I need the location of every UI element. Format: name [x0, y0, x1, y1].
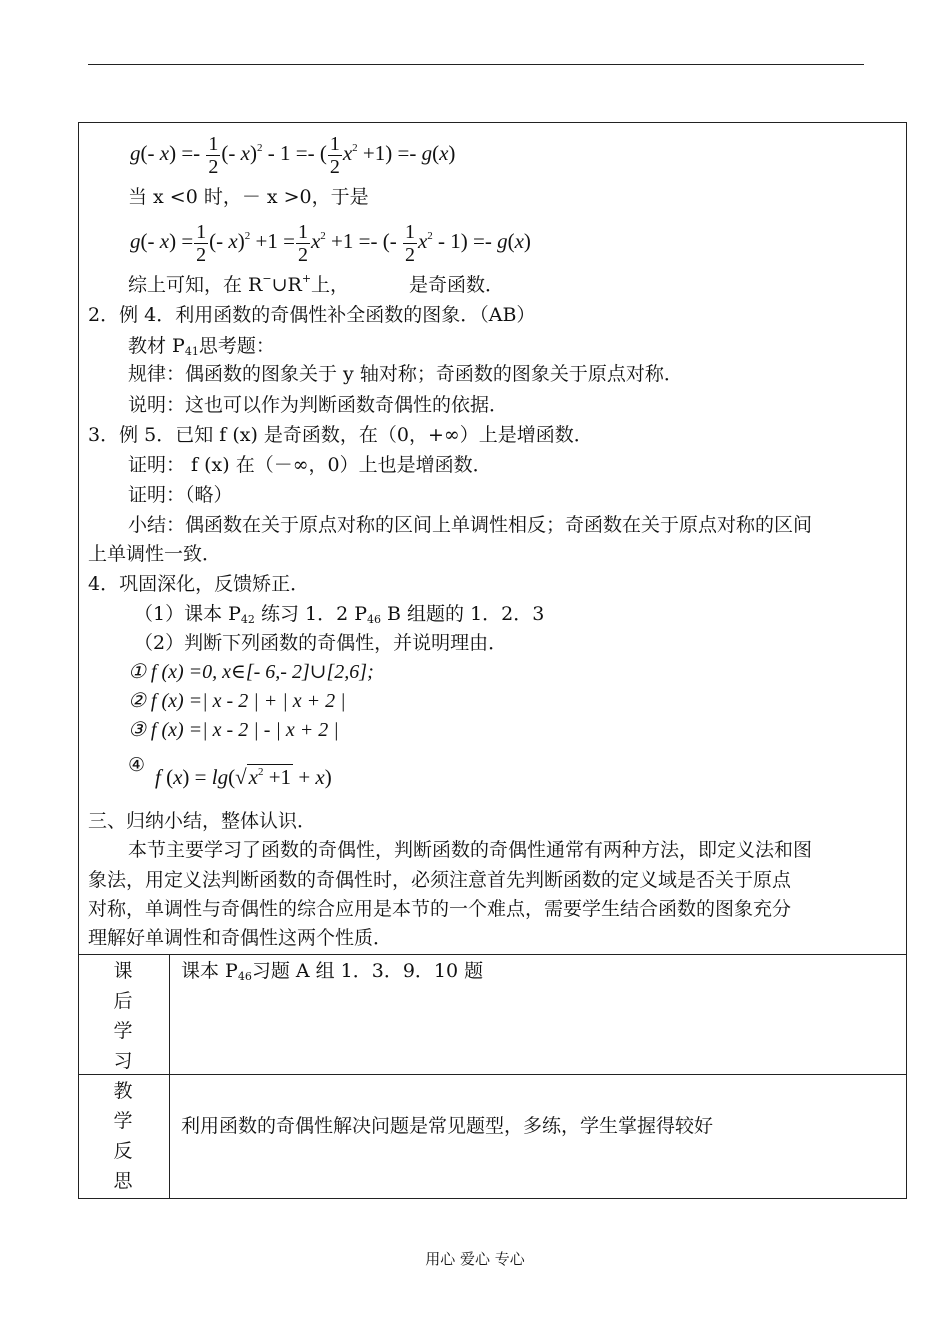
- exercise-1-mid: 练习 1．2 P: [254, 603, 368, 625]
- example-5: 3．例 5．已知 f (x) 是奇函数，在（0，+∞）上是增函数．: [88, 424, 593, 446]
- section-3-heading: 三、归纳小结，整体认识．: [88, 810, 317, 832]
- when-line: 当 x <0 时，－ x >0，于是: [128, 186, 369, 208]
- homework-label-char: 习: [113, 1050, 133, 1072]
- conclusion-1: 小结：偶函数在关于原点对称的区间上单调性相反；奇函数在关于原点对称的区间: [128, 514, 813, 536]
- reflection-label-char: 反: [113, 1140, 133, 1162]
- table-column-divider: [169, 954, 170, 1199]
- example-4: 2．例 4．利用函数的奇偶性补全函数的图象．（AB）: [88, 304, 536, 326]
- textbook-ref-pre: 教材 P: [128, 335, 185, 357]
- exercise-1-page2: 46: [367, 613, 382, 626]
- function-3: ③ f (x) =| x - 2 | - | x + 2 |: [128, 719, 339, 741]
- summary-d: 是奇函数．: [409, 274, 505, 296]
- function-4-number: ④: [128, 754, 146, 776]
- equation-2: g(- x) = $\frac{1}{2}$ (- x)$^2$ +1 = $\frac{1}{2}$ $x^2 +1$ =- (- $\frac{1}{2}$ $x^2 - 1) =- g(x)$: [130, 220, 531, 266]
- summary-b: ∪R: [271, 274, 302, 296]
- proof-omitted: 证明：（略）: [128, 484, 233, 506]
- note-line: 说明：这也可以作为判断函数奇偶性的依据．: [128, 394, 509, 416]
- homework-label-char: 学: [113, 1020, 133, 1042]
- exercise-1-pre: （1）课本 P: [134, 603, 241, 625]
- exercise-1-post: B 组题的 1．2．3: [381, 603, 545, 625]
- reflection-label-char: 学: [113, 1110, 133, 1132]
- exercise-2: （2）判断下列函数的奇偶性，并说明理由．: [134, 632, 508, 654]
- homework-content-pre: 课本 P: [181, 960, 238, 982]
- section-4: 4．巩固深化，反馈矫正．: [88, 573, 310, 595]
- rule-line: 规律：偶函数的图象关于 y 轴对称；奇函数的图象关于原点对称．: [128, 363, 683, 385]
- equation-1: g(- x) =- $\frac{1}{2}$ (- x)$^2$ - 1 =- ( $\frac{1}{2}$ $x^2 +1) =- g(x)$: [130, 132, 456, 178]
- summary-a: 综上可知，在 R: [128, 274, 263, 296]
- function-1: ① f (x) =0, x∈[- 6,- 2]∪[2,6];: [128, 661, 374, 683]
- summary-para-2: 象法，用定义法判断函数的奇偶性时，必须注意首先判断函数的定义域是否关于原点: [88, 869, 792, 891]
- reflection-label: [78, 1076, 168, 1196]
- conclusion-2: 上单调性一致．: [88, 543, 222, 565]
- homework-content-post: 习题 A 组 1．3．9．10 题: [251, 960, 484, 982]
- summary-c: 上，: [311, 274, 350, 296]
- reflection-content: 利用函数的奇偶性解决问题是常见题型，多练，学生掌握得较好: [181, 1115, 714, 1137]
- homework-label-char: 课: [113, 960, 133, 982]
- table-divider-2: [78, 1074, 907, 1075]
- header-rule: [88, 64, 864, 65]
- summary-para-1: 本节主要学习了函数的奇偶性，判断函数的奇偶性通常有两种方法，即定义法和图: [128, 839, 813, 861]
- function-2: ② f (x) =| x - 2 | + | x + 2 |: [128, 690, 346, 712]
- homework-label-char: 后: [113, 990, 133, 1012]
- exercise-1: [134, 602, 544, 626]
- textbook-ref-page: 41: [184, 345, 199, 358]
- summary-para-3: 对称，单调性与奇偶性的综合应用是本节的一个难点，需要学生结合函数的图象充分: [88, 898, 792, 920]
- proof-claim: 证明： f (x) 在（－∞，0）上也是增函数．: [128, 454, 492, 476]
- reflection-label-char: 教: [113, 1080, 133, 1102]
- summary-para-4: 理解好单调性和奇偶性这两个性质．: [88, 927, 393, 949]
- page-footer: 用心 爱心 专心: [425, 1250, 525, 1268]
- function-4: f $(x) = \lg(√x^2 +1 + x)$: [155, 765, 332, 789]
- textbook-ref: [128, 334, 275, 358]
- homework-label: [78, 956, 168, 1076]
- reflection-label-char: 思: [113, 1170, 133, 1192]
- textbook-ref-post: 思考题：: [198, 335, 275, 357]
- summary-line: 综上可知，在 R−∪R+上， 是奇函数．: [128, 272, 505, 296]
- homework-content: [181, 959, 483, 983]
- table-divider-1: [78, 954, 907, 955]
- exercise-1-page1: 42: [240, 613, 255, 626]
- homework-content-page: 46: [237, 970, 252, 983]
